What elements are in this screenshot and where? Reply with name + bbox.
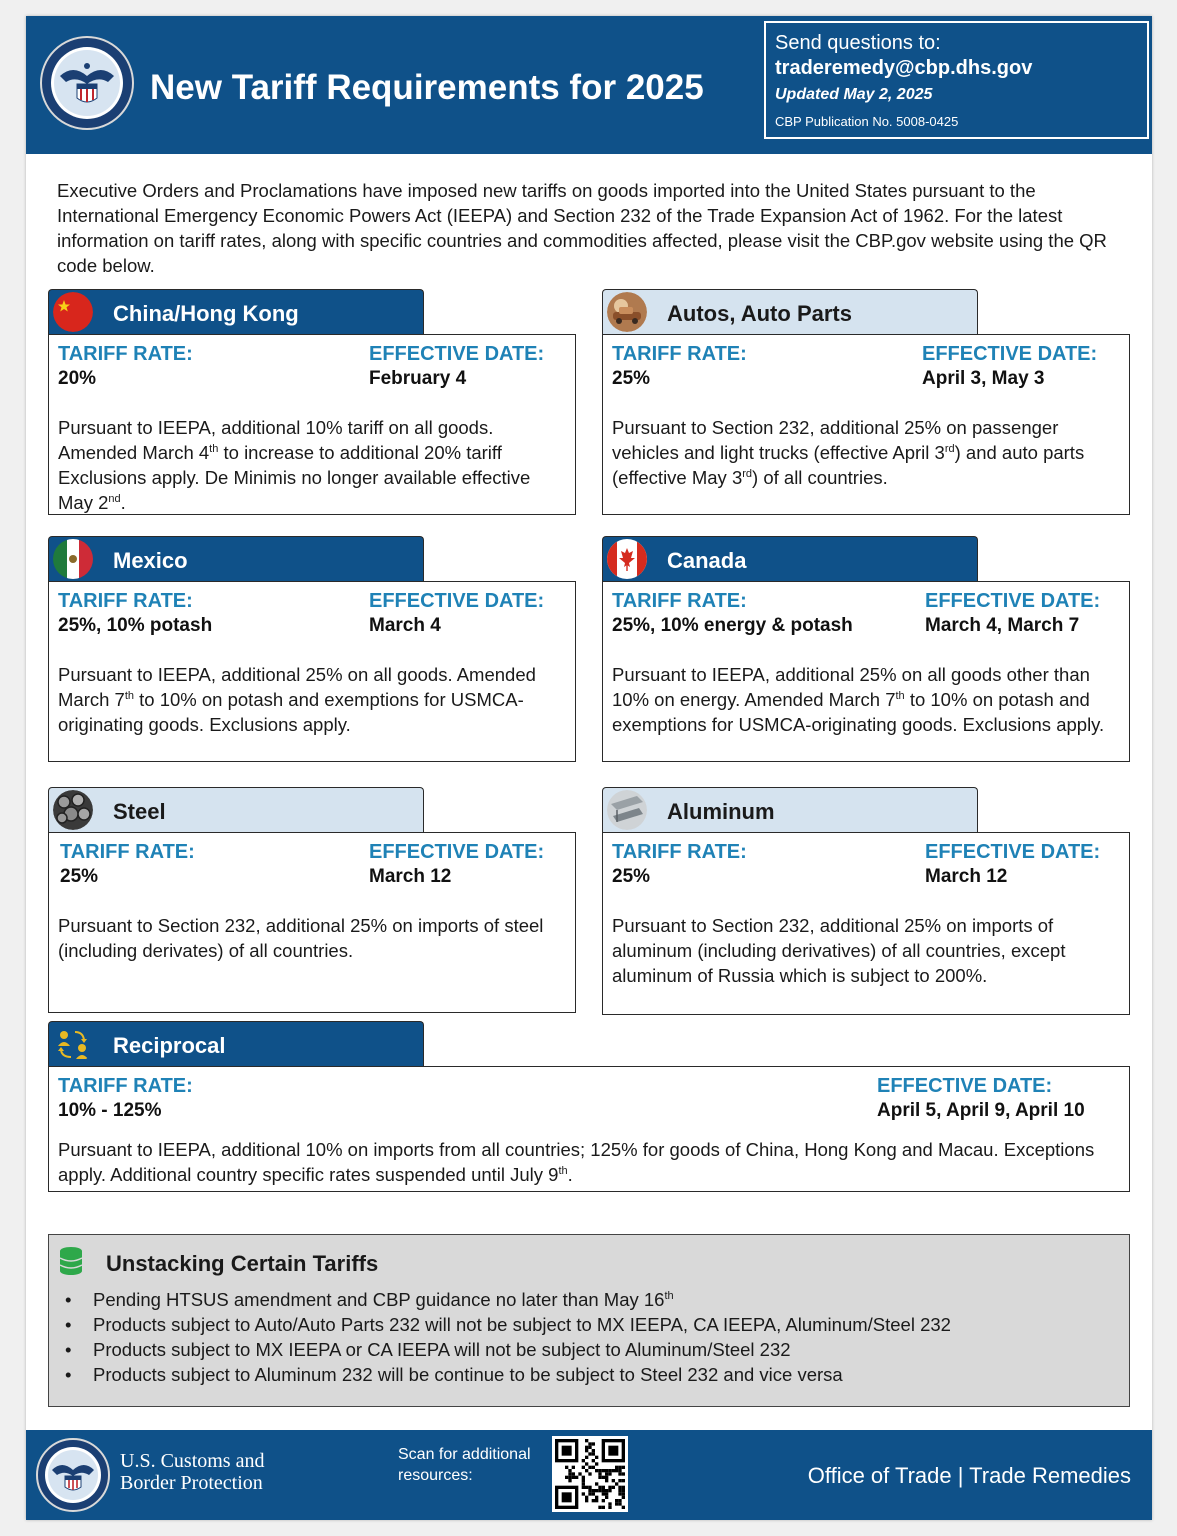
effective-date-label: EFFECTIVE DATE: [922,343,1098,365]
tariff-rate-value: 25% [612,368,651,389]
card-description: Pursuant to Section 232, additional 25% on passenger vehicles and light trucks (effective April 3rd) and auto parts (effective May 3rd) of all countries. [612,417,1085,488]
car-icon [607,292,647,332]
card-description: Pursuant to IEEPA, additional 25% on all goods. Amended March 7th to 10% on potash and exemptions for USMCA-originating goods. Exclusions apply. [58,664,536,735]
effective-date-value: March 12 [925,866,1008,887]
effective-date-value: April 3, May 3 [922,368,1045,389]
aluminum-icon [607,790,647,830]
card-tab [48,1021,424,1067]
tariff-rate-label: TARIFF RATE: [612,343,747,365]
steel-icon [53,790,93,830]
intro-paragraph: Executive Orders and Proclamations have imposed new tariffs on goods imported into the United States pursuant to the International Emergency Economic Powers Act (IEEPA) and Section 232 of the Trade Expansion Act of 1962. For the latest information on tariff rates, along with specific countries and commodities affected, please visit the CBP.gov website using the QR code below. [57,180,1107,276]
card-body [48,581,576,762]
effective-date-label: EFFECTIVE DATE: [369,590,545,612]
tariff-rate-label: TARIFF RATE: [58,1075,193,1097]
unstacking-panel [48,1234,1130,1407]
effective-date-label: EFFECTIVE DATE: [877,1075,1053,1097]
contact-box [764,21,1149,139]
card-tab [48,289,424,335]
card-body [602,581,1130,762]
card-mexico [48,536,576,762]
footer-banner [26,1430,1152,1520]
card-tab [48,787,424,833]
card-title: Canada [667,548,747,573]
card-body [602,832,1130,1015]
publication-number: CBP Publication No. 5008-0425 [775,114,959,129]
tariff-rate-value: 25%, 10% energy & potash [612,615,853,636]
tariff-rate-value: 25% [612,866,651,887]
card-body [48,1066,1130,1192]
card-title: Mexico [113,548,188,573]
card-body [48,334,576,515]
effective-date-label: EFFECTIVE DATE: [369,841,545,863]
card-body [48,832,576,1013]
cbp-seal-icon [40,36,134,130]
card-description: Pursuant to Section 232, additional 25% on imports of steel (including derivates) of all countries. [58,915,544,961]
unstacking-list [63,1287,951,1387]
qr-code[interactable] [552,1436,628,1512]
tariff-rate-value: 25% [60,866,99,887]
card-steel [48,787,576,1013]
list-item: • Products subject to Auto/Auto Parts 232 will not be subject to MX IEEPA, CA IEEPA, Aluminum/Steel 232 [65,1314,951,1335]
unstacking-title: Unstacking Certain Tariffs [106,1251,379,1276]
tariff-rate-label: TARIFF RATE: [612,590,747,612]
effective-date-value: February 4 [369,368,467,389]
card-canada [602,536,1130,762]
tariff-rate-label: TARIFF RATE: [58,590,193,612]
card-title: Steel [113,799,166,824]
card-tab [48,536,424,582]
effective-date-value: March 4, March 7 [925,615,1080,636]
updated-date: Updated May 2, 2025 [775,86,933,103]
tariff-rate-label: TARIFF RATE: [58,343,193,365]
card-reciprocal [48,1021,1130,1192]
mexico-flag-icon [53,539,93,579]
effective-date-value: March 12 [369,866,452,887]
tariff-rate-value: 25%, 10% potash [58,615,213,636]
card-description: Pursuant to IEEPA, additional 25% on all goods other than 10% on energy. Amended March 7th to 10% on potash and exemptions for USMCA-originating goods. Exclusions apply. [612,664,1105,735]
tariff-rate-value: 20% [58,368,97,389]
card-body [602,334,1130,515]
tariff-rate-label: TARIFF RATE: [612,841,747,863]
flyer-page [26,16,1152,1520]
card-tab [602,536,978,582]
card-description: Pursuant to IEEPA, additional 10% on imports from all countries; 125% for goods of China, Hong Kong and Macau. Exceptions apply. Additional country specific rates suspended until July 9th. [58,1139,1095,1185]
card-tab [602,289,978,335]
effective-date-value: March 4 [369,615,441,636]
office-of-trade: Office of Trade | Trade Remedies [807,1463,1131,1488]
list-item: • Products subject to MX IEEPA or CA IEEPA will not be subject to Aluminum/Steel 232 [65,1339,791,1360]
contact-email-link[interactable]: traderemedy@cbp.dhs.gov [775,57,1033,79]
list-item: • Products subject to Aluminum 232 will be continue to be subject to Steel 232 and vice versa [65,1364,843,1385]
database-icon [59,1246,83,1276]
china-flag-icon [53,292,93,332]
card-tab [602,787,978,833]
card-title: China/Hong Kong [113,301,299,326]
scan-caption: Scan for additional resources: [398,1446,531,1484]
contact-label: Send questions to: [775,32,941,54]
card-title: Autos, Auto Parts [667,301,852,326]
tariff-rate-value: 10% - 125% [58,1100,162,1121]
cbp-brand: U.S. Customs and Border Protection [120,1450,265,1494]
card-description: Pursuant to IEEPA, additional 10% tariff on all goods. Amended March 4th to increase to additional 20% tariff Exclusions apply. De Minimis no longer available effective May 2nd. [58,417,531,513]
reciprocal-icon [53,1024,93,1064]
card-title: Reciprocal [113,1033,226,1058]
card-china [48,289,576,515]
effective-date-label: EFFECTIVE DATE: [925,841,1101,863]
qr-code-icon [555,1439,625,1509]
cbp-seal-icon [36,1438,110,1512]
header-banner [26,16,1152,154]
card-autos [602,289,1130,515]
list-item: • Pending HTSUS amendment and CBP guidance no later than May 16th [65,1289,674,1310]
card-aluminum [602,787,1130,1015]
page-title: New Tariff Requirements for 2025 [150,68,704,107]
effective-date-label: EFFECTIVE DATE: [369,343,545,365]
canada-flag-icon [607,539,647,579]
card-description: Pursuant to Section 232, additional 25% on imports of aluminum (including derivatives) of all countries, except aluminum of Russia which is subject to 200%. [612,915,1066,986]
tariff-rate-label: TARIFF RATE: [60,841,195,863]
effective-date-label: EFFECTIVE DATE: [925,590,1101,612]
effective-date-value: April 5, April 9, April 10 [877,1100,1085,1121]
card-title: Aluminum [667,799,775,824]
